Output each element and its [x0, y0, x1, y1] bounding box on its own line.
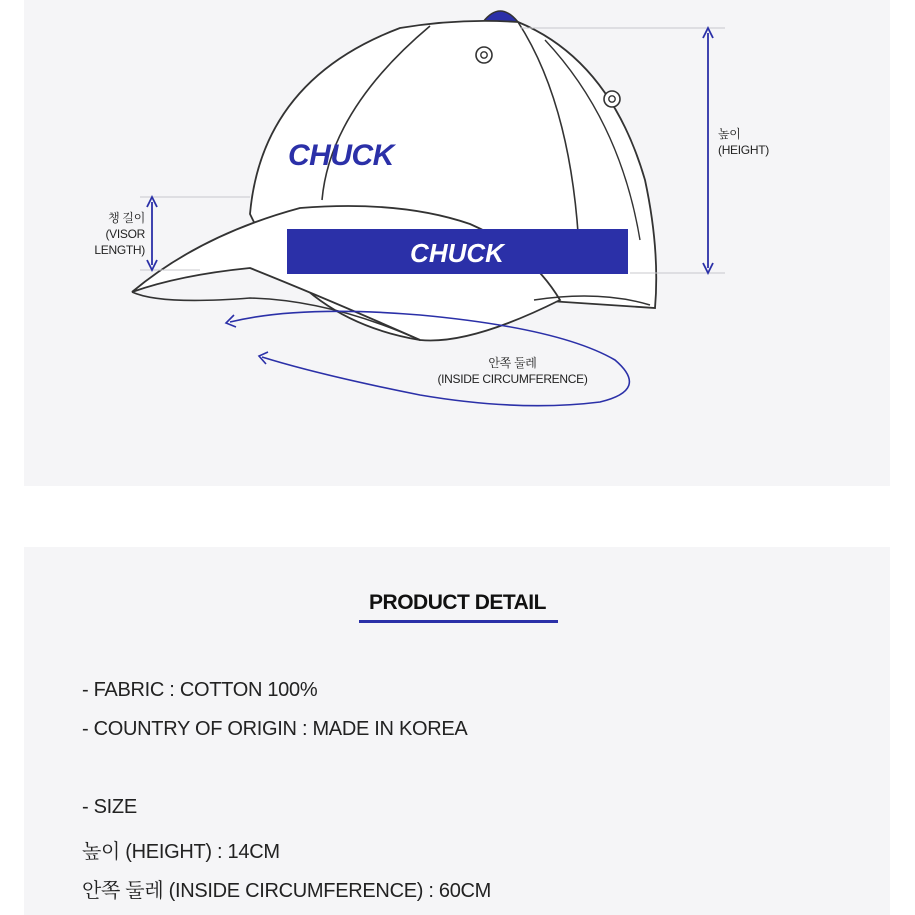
- eyelet-2: [604, 91, 620, 107]
- spec-size-heading: - SIZE: [82, 796, 137, 818]
- product-detail-underline: [359, 620, 558, 623]
- brand-front-logo: CHUCK: [288, 139, 394, 172]
- spec-height: 높이 (HEIGHT) : 14CM: [82, 841, 280, 863]
- spec-origin: - COUNTRY OF ORIGIN : MADE IN KOREA: [82, 718, 468, 740]
- spec-circumference: 안쪽 둘레 (INSIDE CIRCUMFERENCE) : 60CM: [82, 880, 492, 902]
- circumference-label: [420, 355, 605, 387]
- visor-label-en-1: (VISOR: [105, 227, 145, 241]
- eyelet-1: [476, 47, 492, 63]
- visor-label-en-2: LENGTH): [94, 243, 145, 257]
- circumference-label-en: (INSIDE CIRCUMFERENCE): [437, 372, 588, 386]
- visor-label-ko: 챙 길이: [108, 211, 145, 225]
- height-label-ko: 높이: [718, 127, 741, 141]
- visor-label: [80, 210, 145, 258]
- product-detail-title: PRODUCT DETAIL: [369, 591, 546, 614]
- spec-fabric: - FABRIC : COTTON 100%: [82, 679, 318, 701]
- height-label: [718, 126, 769, 158]
- brand-band-logo: CHUCK: [410, 238, 504, 268]
- circumference-label-ko: 안쪽 둘레: [488, 356, 537, 370]
- height-label-en: (HEIGHT): [718, 143, 769, 157]
